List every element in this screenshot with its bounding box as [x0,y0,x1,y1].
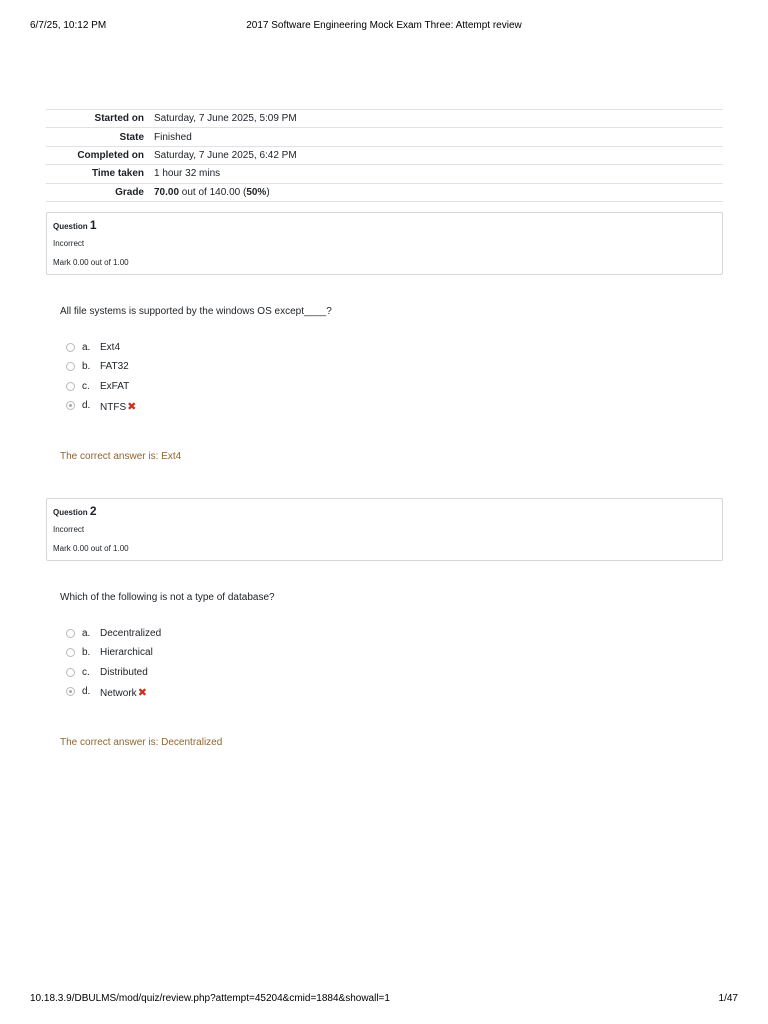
radio-button[interactable] [66,668,75,677]
started-on-value: Saturday, 7 June 2025, 5:09 PM [154,113,297,125]
option-letter: c. [82,666,90,678]
answer-option-selected[interactable] [60,400,360,419]
grade-percent: 50% [246,186,267,198]
grade-out-of: out of 140.00 ( [179,186,247,198]
question-2-right-answer: The correct answer is: Decentralized [60,737,223,748]
question-1-number [53,218,97,232]
option-label-wrap [100,400,136,413]
question-2-info [46,498,723,561]
question-1-mark: Mark 0.00 out of 1.00 [53,258,129,267]
option-label: Ext4 [100,342,121,353]
time-taken-label: Time taken [91,168,144,180]
radio-button[interactable] [66,648,75,657]
grade-value [150,183,723,201]
state-value: Finished [154,131,192,143]
print-page-title: 2017 Software Engineering Mock Exam Three: Attempt review [246,20,522,31]
answer-option[interactable] [60,647,360,666]
option-label: NTFS [100,401,127,413]
question-1-right-answer: The correct answer is: Ext4 [60,451,182,462]
option-letter: d. [82,685,91,697]
print-url: 10.18.3.9/DBULMS/mod/quiz/review.php?attempt=45204&cmid=1884&showall=1 [30,993,390,1004]
radio-button[interactable] [66,343,75,352]
question-number: 2 [89,504,97,518]
question-2-number [53,504,97,518]
question-1-info [46,212,723,275]
question-number: 1 [89,218,97,232]
completed-on-value: Saturday, 7 June 2025, 6:42 PM [154,149,297,161]
state-label: State [119,131,144,143]
print-header [0,20,768,34]
print-datetime: 6/7/25, 10:12 PM [30,20,107,31]
option-letter: a. [82,628,91,639]
answer-option[interactable] [60,342,360,361]
question-2-text: Which of the following is not a type of database? [60,592,275,603]
option-letter: b. [82,647,91,659]
option-letter: b. [82,361,91,373]
option-label: Network [100,687,137,699]
grade-label: Grade [115,186,144,198]
option-label: Distributed [100,666,148,678]
answer-option[interactable] [60,667,360,686]
page-number: 1/47 [718,993,738,1004]
time-taken-value: 1 hour 32 mins [154,168,221,180]
question-2-state: Incorrect [53,525,85,534]
radio-button[interactable] [66,362,75,371]
incorrect-x-icon: ✖ [137,686,147,699]
radio-button[interactable] [66,629,75,638]
summary-row-completed [46,146,723,164]
question-1-text: All file systems is supported by the windows OS except____? [60,306,332,317]
answer-option[interactable] [60,381,360,400]
question-2-mark: Mark 0.00 out of 1.00 [53,544,129,553]
option-label: Hierarchical [100,647,153,659]
radio-button-checked[interactable] [66,687,75,696]
attempt-summary-table [46,109,723,202]
option-letter: a. [82,342,91,353]
incorrect-x-icon: ✖ [127,400,137,413]
question-1-answer-options [60,342,360,419]
option-label: Decentralized [100,628,162,639]
print-footer [0,993,768,1007]
answer-option-selected[interactable] [60,686,360,705]
question-1-state: Incorrect [53,239,85,248]
summary-row-time [46,165,723,183]
radio-button-checked[interactable] [66,401,75,410]
question-2-answer-options [60,628,360,705]
answer-option[interactable] [60,628,360,647]
summary-row-started [46,110,723,128]
summary-row-state [46,128,723,146]
answer-option[interactable] [60,361,360,380]
option-letter: c. [82,380,90,392]
option-label: FAT32 [100,361,129,373]
question-label: Question [53,222,90,231]
option-letter: d. [82,399,91,411]
option-label: ExFAT [100,380,130,392]
completed-on-label: Completed on [77,149,144,161]
summary-row-grade [46,183,723,201]
grade-points: 70.00 [154,186,180,198]
started-on-label: Started on [94,113,144,125]
radio-button[interactable] [66,382,75,391]
option-label-wrap [100,686,147,699]
grade-close: ) [266,186,270,198]
question-label: Question [53,508,90,517]
